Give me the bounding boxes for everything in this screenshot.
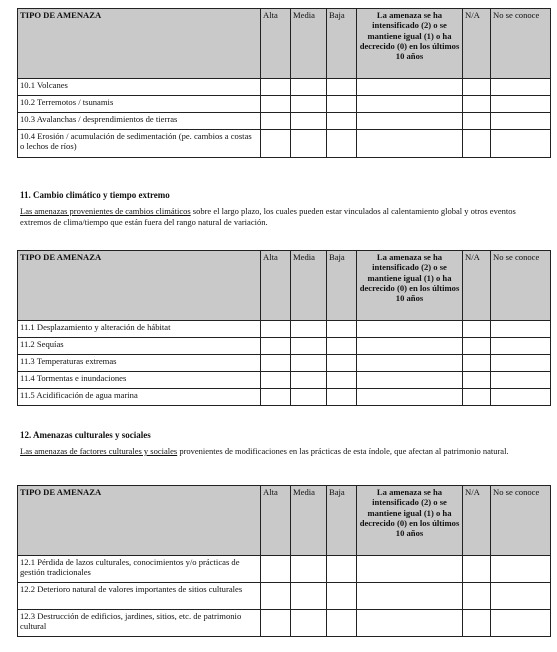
baja-cell[interactable] bbox=[327, 113, 357, 130]
na-cell[interactable] bbox=[463, 610, 491, 637]
header-baja: Baja bbox=[327, 9, 357, 79]
threat-label: 12.3 Destrucción de edificios, jardines, sitios, etc. de patrimonio cultural bbox=[18, 610, 261, 637]
threat-table-climate bbox=[17, 250, 551, 406]
table-row bbox=[18, 355, 551, 372]
unknown-cell[interactable] bbox=[491, 338, 551, 355]
na-cell[interactable] bbox=[463, 96, 491, 113]
alta-cell[interactable] bbox=[261, 96, 291, 113]
header-unknown: No se conoce bbox=[491, 9, 551, 79]
header-trend: La amenaza se ha intensificado (2) o se mantiene igual (1) o ha decrecido (0) en los últimos 10 años bbox=[357, 9, 463, 79]
alta-cell[interactable] bbox=[261, 338, 291, 355]
header-threat-type: TIPO DE AMENAZA bbox=[18, 9, 261, 79]
unknown-cell[interactable] bbox=[491, 556, 551, 583]
alta-cell[interactable] bbox=[261, 610, 291, 637]
trend-cell[interactable] bbox=[357, 338, 463, 355]
trend-cell[interactable] bbox=[357, 372, 463, 389]
alta-cell[interactable] bbox=[261, 113, 291, 130]
threat-label: 10.1 Volcanes bbox=[18, 79, 261, 96]
header-alta: Alta bbox=[261, 9, 291, 79]
media-cell[interactable] bbox=[291, 79, 327, 96]
media-cell[interactable] bbox=[291, 355, 327, 372]
trend-cell[interactable] bbox=[357, 556, 463, 583]
trend-cell[interactable] bbox=[357, 79, 463, 96]
alta-cell[interactable] bbox=[261, 79, 291, 96]
threat-label: 10.3 Avalanchas / desprendimientos de tierras bbox=[18, 113, 261, 130]
trend-cell[interactable] bbox=[357, 389, 463, 406]
header-na: N/A bbox=[463, 9, 491, 79]
description-text: provenientes de modificaciones en las prácticas de esta índole, que afectan al patrimonio natural. bbox=[177, 446, 509, 456]
trend-cell[interactable] bbox=[357, 583, 463, 610]
description-lead: Las amenazas provenientes de cambios climáticos bbox=[20, 206, 191, 216]
table-row bbox=[18, 389, 551, 406]
unknown-cell[interactable] bbox=[491, 583, 551, 610]
baja-cell[interactable] bbox=[327, 321, 357, 338]
trend-cell[interactable] bbox=[357, 113, 463, 130]
trend-cell[interactable] bbox=[357, 96, 463, 113]
alta-cell[interactable] bbox=[261, 556, 291, 583]
threat-label: 11.5 Acidificación de agua marina bbox=[18, 389, 261, 406]
unknown-cell[interactable] bbox=[491, 130, 551, 158]
threat-label: 11.1 Desplazamiento y alteración de hábitat bbox=[18, 321, 261, 338]
description-lead: Las amenazas de factores culturales y sociales bbox=[20, 446, 178, 456]
alta-cell[interactable] bbox=[261, 321, 291, 338]
header-na: N/A bbox=[463, 486, 491, 556]
na-cell[interactable] bbox=[463, 372, 491, 389]
trend-cell[interactable] bbox=[357, 321, 463, 338]
header-unknown: No se conoce bbox=[491, 251, 551, 321]
media-cell[interactable] bbox=[291, 583, 327, 610]
header-media: Media bbox=[291, 486, 327, 556]
table-row bbox=[18, 113, 551, 130]
trend-cell[interactable] bbox=[357, 355, 463, 372]
unknown-cell[interactable] bbox=[491, 113, 551, 130]
media-cell[interactable] bbox=[291, 610, 327, 637]
threat-label: 10.4 Erosión / acumulación de sedimentación (pe. cambios a costas o lechos de ríos) bbox=[18, 130, 261, 158]
threat-label: 11.3 Temperaturas extremas bbox=[18, 355, 261, 372]
table-row bbox=[18, 583, 551, 610]
header-alta: Alta bbox=[261, 486, 291, 556]
baja-cell[interactable] bbox=[327, 130, 357, 158]
unknown-cell[interactable] bbox=[491, 389, 551, 406]
baja-cell[interactable] bbox=[327, 556, 357, 583]
table-row bbox=[18, 338, 551, 355]
header-threat-type: TIPO DE AMENAZA bbox=[18, 251, 261, 321]
threat-label: 12.2 Deterioro natural de valores importantes de sitios culturales bbox=[18, 583, 261, 610]
baja-cell[interactable] bbox=[327, 610, 357, 637]
media-cell[interactable] bbox=[291, 389, 327, 406]
section-description bbox=[20, 206, 545, 228]
header-na: N/A bbox=[463, 251, 491, 321]
media-cell[interactable] bbox=[291, 96, 327, 113]
na-cell[interactable] bbox=[463, 79, 491, 96]
na-cell[interactable] bbox=[463, 583, 491, 610]
table-row bbox=[18, 610, 551, 637]
alta-cell[interactable] bbox=[261, 372, 291, 389]
header-media: Media bbox=[291, 9, 327, 79]
media-cell[interactable] bbox=[291, 338, 327, 355]
threat-label: 12.1 Pérdida de lazos culturales, conocimientos y/o prácticas de gestión tradicionales bbox=[18, 556, 261, 583]
threat-label: 11.4 Tormentas e inundaciones bbox=[18, 372, 261, 389]
na-cell[interactable] bbox=[463, 321, 491, 338]
threat-label: 10.2 Terremotos / tsunamis bbox=[18, 96, 261, 113]
header-threat-type: TIPO DE AMENAZA bbox=[18, 486, 261, 556]
unknown-cell[interactable] bbox=[491, 610, 551, 637]
table-row bbox=[18, 556, 551, 583]
baja-cell[interactable] bbox=[327, 79, 357, 96]
media-cell[interactable] bbox=[291, 130, 327, 158]
baja-cell[interactable] bbox=[327, 372, 357, 389]
header-baja: Baja bbox=[327, 486, 357, 556]
header-trend: La amenaza se ha intensificado (2) o se mantiene igual (1) o ha decrecido (0) en los últimos 10 años bbox=[357, 251, 463, 321]
baja-cell[interactable] bbox=[327, 389, 357, 406]
na-cell[interactable] bbox=[463, 130, 491, 158]
media-cell[interactable] bbox=[291, 556, 327, 583]
header-alta: Alta bbox=[261, 251, 291, 321]
na-cell[interactable] bbox=[463, 113, 491, 130]
unknown-cell[interactable] bbox=[491, 321, 551, 338]
header-media: Media bbox=[291, 251, 327, 321]
alta-cell[interactable] bbox=[261, 389, 291, 406]
media-cell[interactable] bbox=[291, 321, 327, 338]
header-unknown: No se conoce bbox=[491, 486, 551, 556]
baja-cell[interactable] bbox=[327, 96, 357, 113]
na-cell[interactable] bbox=[463, 338, 491, 355]
na-cell[interactable] bbox=[463, 389, 491, 406]
header-trend: La amenaza se ha intensificado (2) o se mantiene igual (1) o ha decrecido (0) en los últimos 10 años bbox=[357, 486, 463, 556]
media-cell[interactable] bbox=[291, 113, 327, 130]
threat-table-cultural bbox=[17, 485, 551, 637]
alta-cell[interactable] bbox=[261, 583, 291, 610]
table-row bbox=[18, 321, 551, 338]
header-baja: Baja bbox=[327, 251, 357, 321]
unknown-cell[interactable] bbox=[491, 372, 551, 389]
threat-label: 11.2 Sequías bbox=[18, 338, 261, 355]
table-row bbox=[18, 96, 551, 113]
na-cell[interactable] bbox=[463, 355, 491, 372]
alta-cell[interactable] bbox=[261, 355, 291, 372]
trend-cell[interactable] bbox=[357, 610, 463, 637]
unknown-cell[interactable] bbox=[491, 96, 551, 113]
unknown-cell[interactable] bbox=[491, 355, 551, 372]
baja-cell[interactable] bbox=[327, 583, 357, 610]
section-title: 11. Cambio climático y tiempo extremo bbox=[20, 190, 170, 200]
threat-table-geological bbox=[17, 8, 551, 158]
trend-cell[interactable] bbox=[357, 130, 463, 158]
table-row bbox=[18, 372, 551, 389]
baja-cell[interactable] bbox=[327, 338, 357, 355]
na-cell[interactable] bbox=[463, 556, 491, 583]
alta-cell[interactable] bbox=[261, 130, 291, 158]
section-description bbox=[20, 446, 545, 457]
section-title: 12. Amenazas culturales y sociales bbox=[20, 430, 151, 440]
baja-cell[interactable] bbox=[327, 355, 357, 372]
table-row bbox=[18, 79, 551, 96]
media-cell[interactable] bbox=[291, 372, 327, 389]
table-row bbox=[18, 130, 551, 158]
description-text: sobre el largo plazo, los cuales pueden estar vinculados al calentamiento global y otros eventos extremos de clima/tiempo que están fuera del rango natural de variación. bbox=[20, 206, 516, 228]
unknown-cell[interactable] bbox=[491, 79, 551, 96]
